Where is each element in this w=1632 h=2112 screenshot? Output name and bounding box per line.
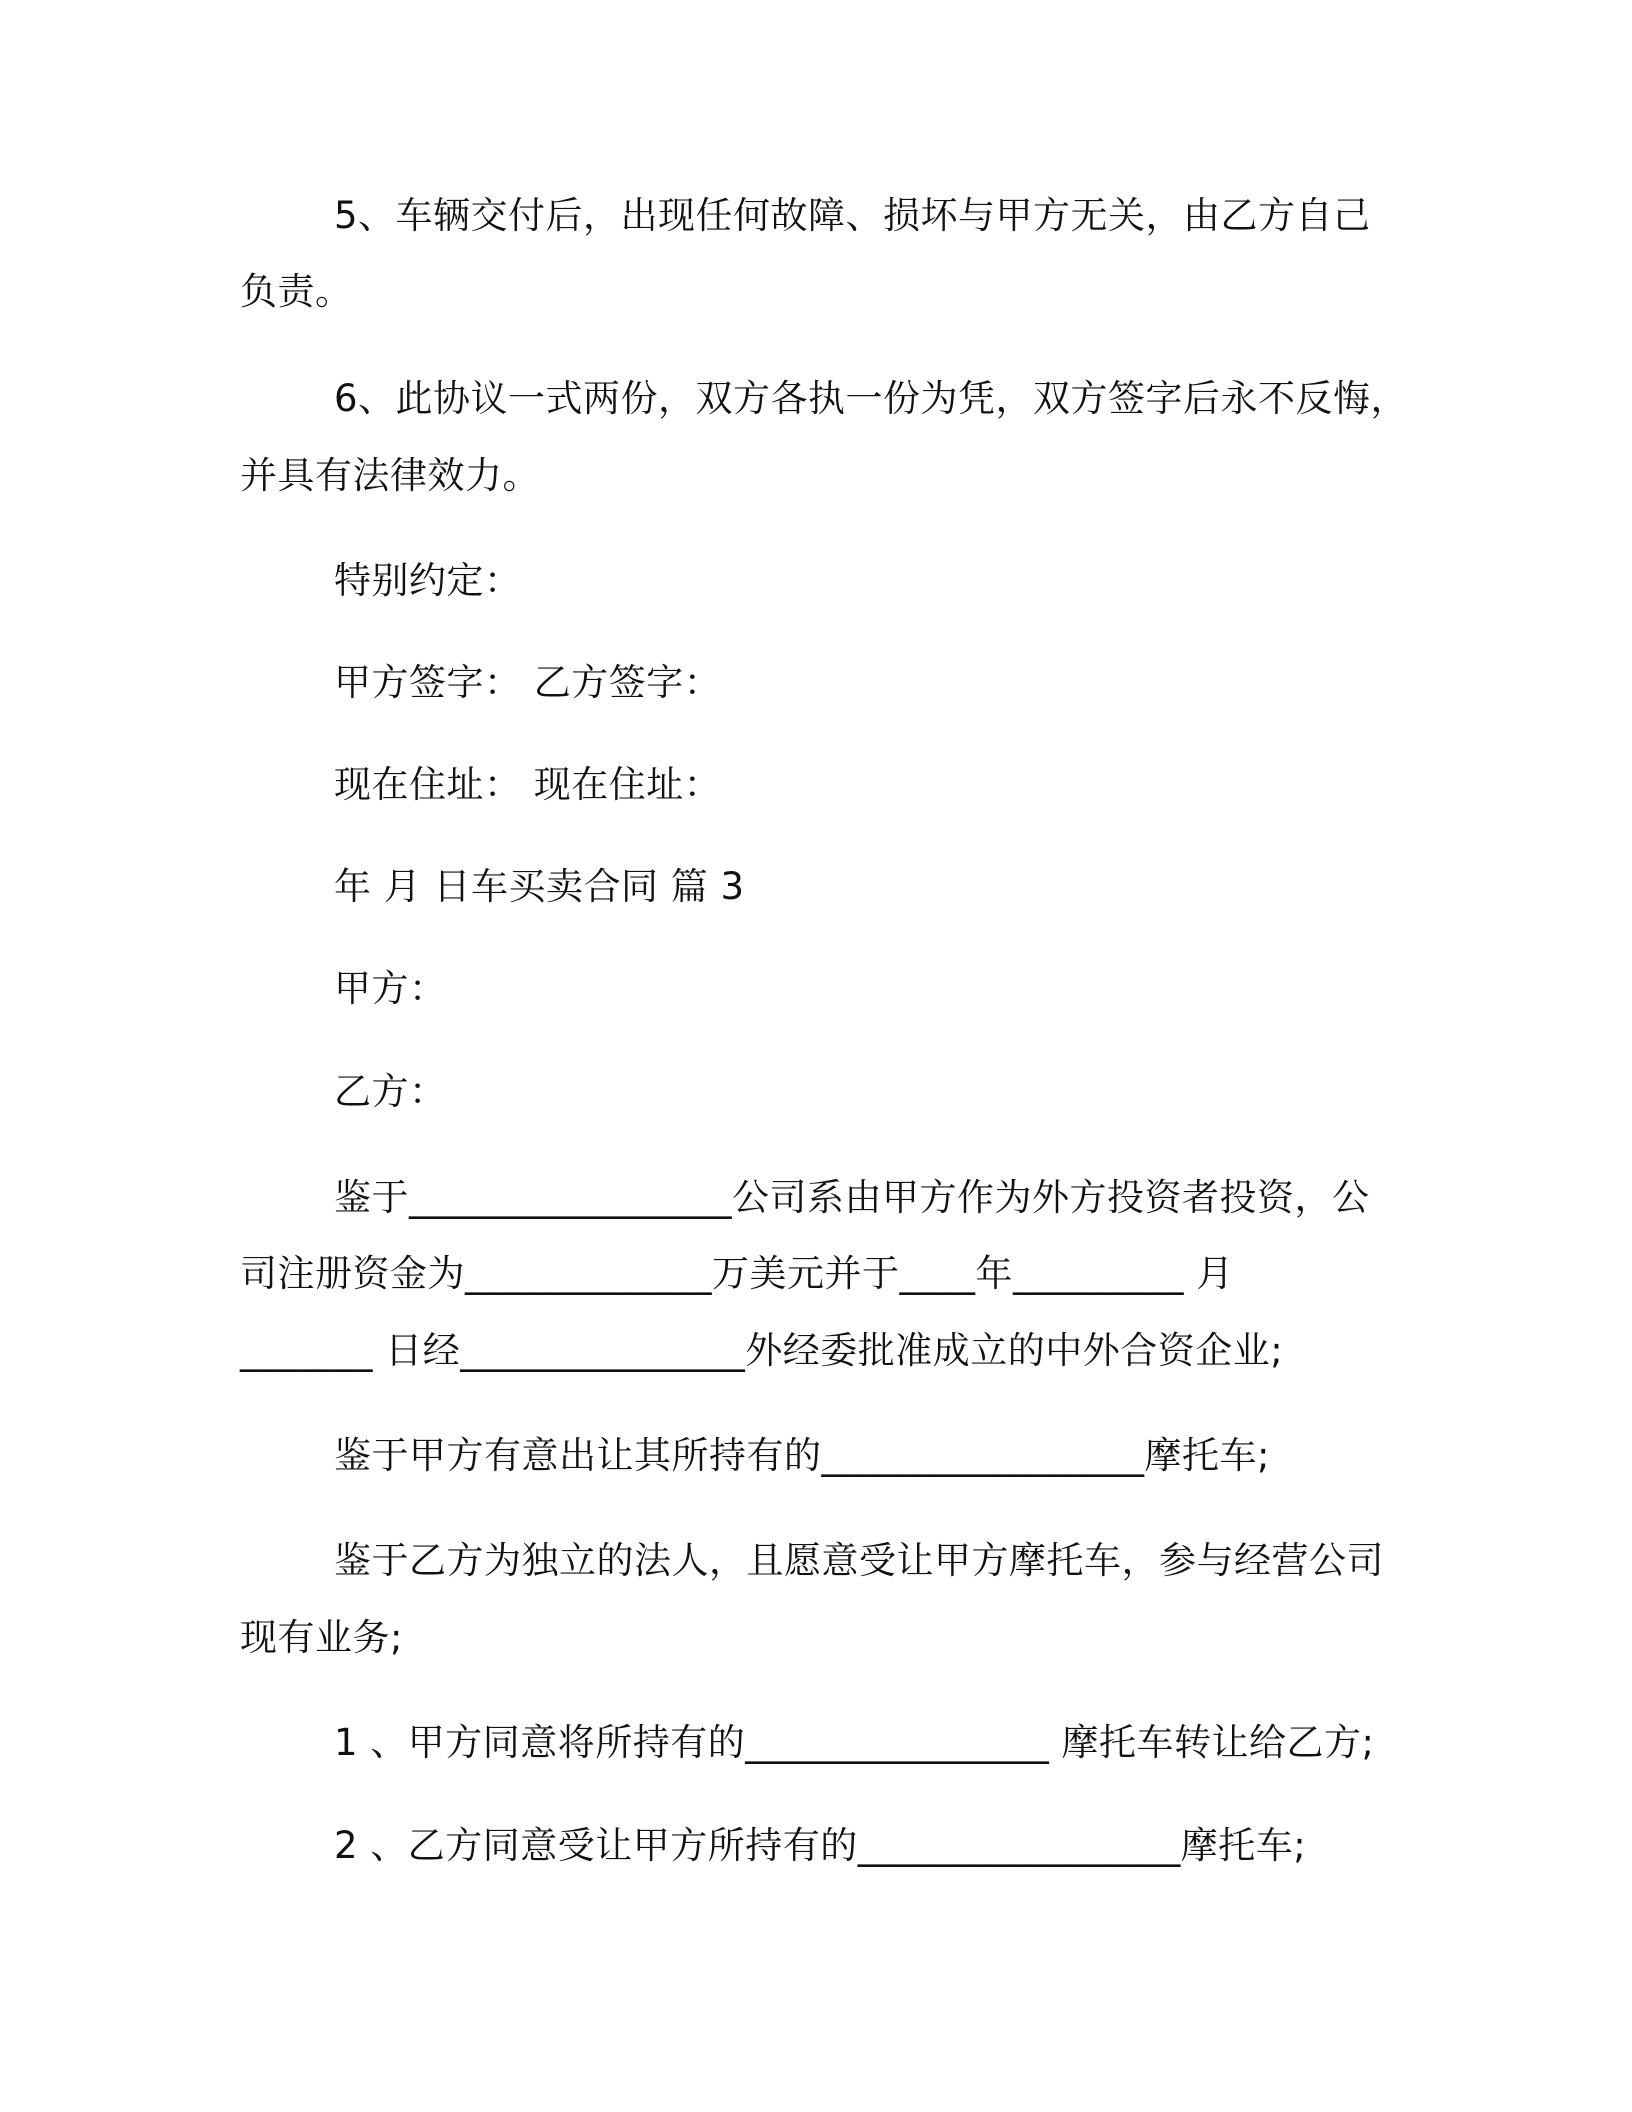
section-heading: 年 月 日车买卖合同 篇 3: [334, 865, 745, 908]
article-2: 2 、乙方同意受让甲方所持有的_________________摩托车;: [334, 1824, 1307, 1867]
recital-2: 鉴于甲方有意出让其所持有的_________________摩托车;: [334, 1434, 1270, 1477]
special-agreement-label: 特别约定：: [334, 559, 522, 602]
recital-1-line-2: 司注册资金为_____________万美元并于____年_________ 月: [240, 1252, 1234, 1295]
article-1: 1 、甲方同意将所持有的________________ 摩托车转让给乙方;: [334, 1721, 1375, 1764]
clause-5-line-1: 5、车辆交付后，出现任何故障、损坏与甲方无关，由乙方自己: [334, 194, 1371, 237]
recital-1-line-1: 鉴于_________________公司系由甲方作为外方投资者投资，公: [334, 1176, 1370, 1219]
recital-3-line-2: 现有业务;: [240, 1616, 403, 1659]
clause-6-line-1: 6、此协议一式两份，双方各执一份为凭，双方签字后永不反悔，: [334, 377, 1409, 420]
clause-5-line-2: 负责。: [240, 270, 353, 313]
party-b-label: 乙方：: [334, 1070, 447, 1113]
signature-line: 甲方签字： 乙方签字：: [334, 661, 722, 704]
clause-6-line-2: 并具有法律效力。: [240, 454, 540, 497]
address-line: 现在住址： 现在住址：: [334, 763, 722, 806]
recital-1-line-3: _______ 日经_______________外经委批准成立的中外合资企业;: [240, 1329, 1284, 1372]
party-a-label: 甲方：: [334, 967, 447, 1010]
recital-3-line-1: 鉴于乙方为独立的法人，且愿意受让甲方摩托车，参与经营公司: [334, 1539, 1384, 1582]
